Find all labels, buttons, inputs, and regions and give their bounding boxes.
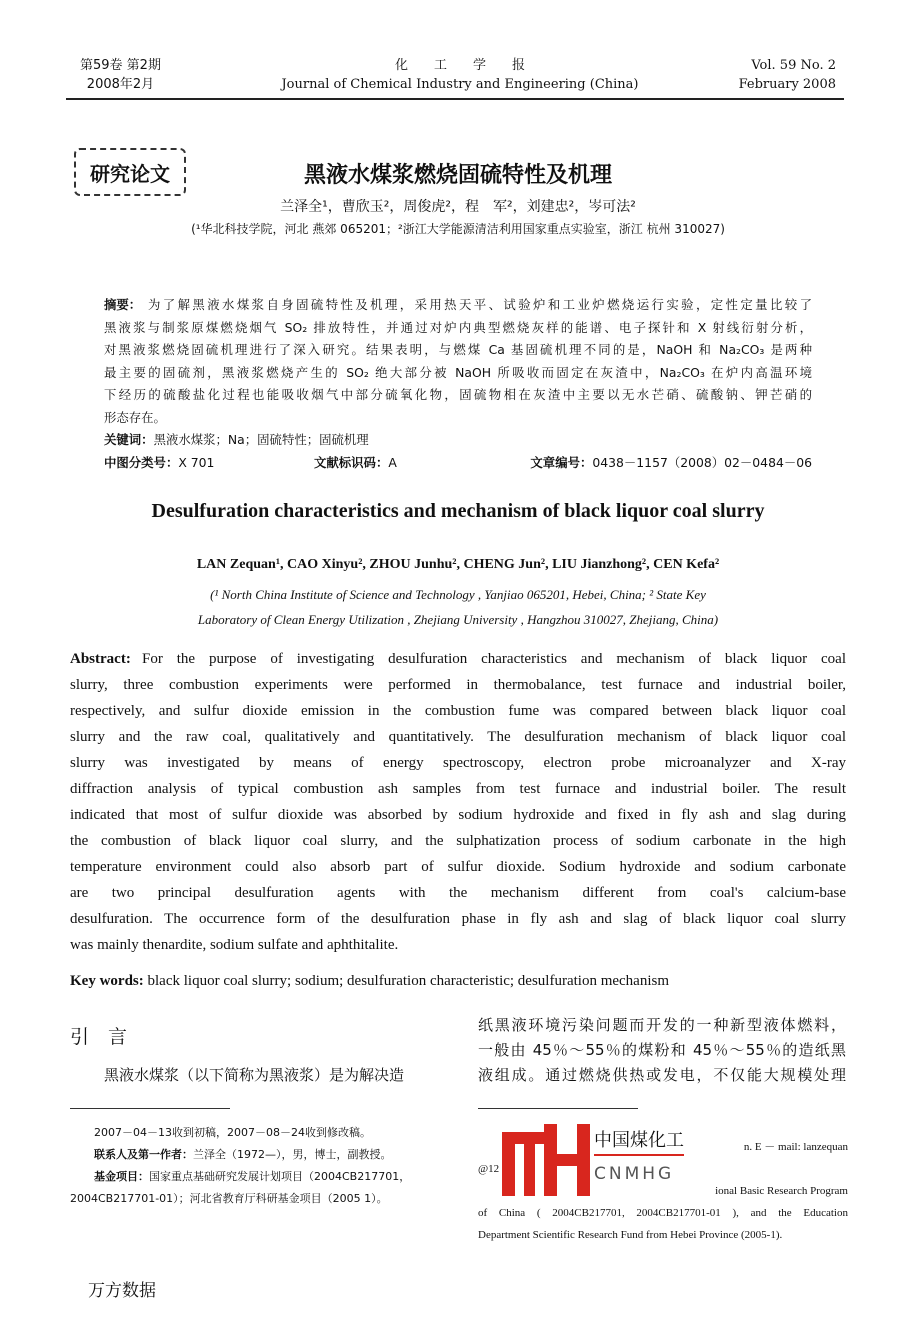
intro-heading: 引 言 xyxy=(70,1026,128,1048)
abstract-en xyxy=(70,646,846,994)
abstract-cn-line: 最主要的固硫剂，黑液浆燃烧产生的 SO₂ 绝大部分被 NaOH 所吸收而固定在灰渣中，Na₂CO₃ 在炉内高温环境 xyxy=(104,364,812,380)
journal-name-en: Journal of Chemical Industry and Engineering (China) xyxy=(281,77,639,92)
abstract-cn-line: 黑液浆与制浆原煤燃烧烟气 SO₂ 排放特性，并通过对炉内典型燃烧灰样的能谱、电子探针和 X 射线衍射分析， xyxy=(104,319,812,335)
abstract-en-line: slurry was investigated by means of energy spectroscopy, electron probe microanalyzer and X-ray xyxy=(70,755,846,771)
classification-row xyxy=(104,452,812,474)
affiliation-cn: (¹华北科技学院，河北 燕郊 065201；²浙江大学能源清洁利用国家重点实验室，浙江 杭州 310027) xyxy=(191,222,725,236)
doc-code-value: A xyxy=(388,454,397,470)
intro-right-line: 纸黑液环境污染问题而开发的一种新型液体燃料， xyxy=(478,1016,846,1034)
abstract-en-line: the combustion of black liquor coal slurry, and the sulphatization process of sodium carbonate in the high xyxy=(70,833,846,849)
journal-name-cn: 化 工 学 报 xyxy=(394,58,525,73)
intro-left-line: 黑液水煤浆（以下简称为黑液浆）是为解决造 xyxy=(104,1066,405,1084)
fund-text: 国家重点基础研究发展计划项目（2004CB217701， xyxy=(149,1170,411,1183)
footnote-en-line: Department Scientific Research Fund from Hebei Province (2005-1). xyxy=(478,1229,783,1241)
received-date: 2007－04－13收到初稿，2007－08－24收到修改稿。 xyxy=(94,1126,371,1139)
keywords-cn-text: 黑液水煤浆；Na；固硫特性；固硫机理 xyxy=(153,432,369,447)
date-cn: 2008年2月 xyxy=(86,77,155,92)
footnotes-cn xyxy=(70,1122,450,1210)
intro-right-line: 一般由 45％～55％的煤粉和 45％～55％的造纸黑 xyxy=(478,1041,846,1059)
clc-label: 中图分类号： xyxy=(104,454,179,470)
footnote-en-line: n. E － mail: lanzequan xyxy=(743,1141,848,1153)
abstract-cn xyxy=(104,294,812,474)
footnote-en-line: ional Basic Research Program xyxy=(715,1185,848,1197)
volume-en xyxy=(739,56,836,94)
intro-right xyxy=(478,1013,846,1088)
abstract-en-line: are two principal desulfuration agents with the mechanism different from coal's calcium-base xyxy=(70,885,846,901)
keywords-cn-label: 关键词： xyxy=(104,432,154,447)
keywords-cn xyxy=(104,429,812,452)
abstract-cn-line: 形态存在。 xyxy=(104,409,166,425)
footnote-rule-left xyxy=(70,1108,230,1109)
footnote-en-line: @12 xyxy=(478,1163,500,1175)
abstract-en-line: slurry, three combustion experiments were performed in thermobalance, test furnace and industrial boiler, xyxy=(70,677,846,693)
keywords-en-text: black liquor coal slurry; sodium; desulfuration characteristic; desulfuration mechanism xyxy=(147,973,670,989)
abstract-en-line: slurry and the raw coal, qualitatively and quantitatively. The desulfuration mechanism of black liquor coal xyxy=(70,729,846,745)
watermark-logo xyxy=(500,1124,692,1196)
volume-issue xyxy=(80,56,161,94)
affiliation-en xyxy=(0,582,904,632)
authors-cn: 兰泽全¹，曹欣玉²，周俊虎²，程 军²，刘建忠²，岑可法² xyxy=(280,199,636,215)
affiliation-en-line: Laboratory of Clean Energy Utilization , Zhejiang University , Hangzhou 310027, Zhejiang, China) xyxy=(197,612,719,627)
fund-label: 基金项目： xyxy=(94,1170,149,1183)
abstract-cn-label: 摘要： xyxy=(104,297,142,312)
abstract-en-line: For the purpose of investigating desulfuration characteristics and mechanism of black liquor coal xyxy=(142,651,846,667)
abstract-en-line: diffraction analysis of typical combustion ash samples from test furnace and industrial boiler. The result xyxy=(70,781,846,797)
abstract-en-line: respectively, and sulfur dioxide emission in the combustion fume was compared between black liquor coal xyxy=(70,703,846,719)
abstract-cn-line: 对黑液浆燃烧固硫机理进行了深入研究。结果表明，与燃煤 Ca 基固硫机理不同的是，NaOH 和 Na₂CO₃ 是两种 xyxy=(104,342,812,357)
abstract-en-line: indicated that most of sulfur dioxide was absorbed by sodium hydroxide and fixed in fly ash and slag during xyxy=(70,807,846,823)
doc-code-label: 文献标识码： xyxy=(314,454,389,470)
affiliation-en-line: (¹ North China Institute of Science and Technology , Yanjiao 065201, Hebei, China; ² State Key xyxy=(210,587,706,602)
fund-text-cont: 2004CB217701-01）；河北省教育厅科研基金项目（2005 1）。 xyxy=(70,1192,388,1205)
footnote-rule-right xyxy=(478,1108,638,1109)
contact-label: 联系人及第一作者： xyxy=(94,1148,193,1161)
contact-text: 兰泽全（1972—），男，博士，副教授。 xyxy=(193,1148,392,1161)
article-no-label: 文章编号： xyxy=(530,454,593,470)
footer-source: 万方数据 xyxy=(88,1281,156,1301)
volume-text: 第59卷 第2期 xyxy=(80,58,161,73)
journal-name xyxy=(260,56,660,94)
mh-logo-icon xyxy=(500,1124,592,1196)
intro-right-line: 液组成。通过燃烧供热或发电，不仅能大规模处理 xyxy=(478,1066,846,1084)
abstract-cn-line: 下经历的硫酸盐化过程也能吸收烟气中部分硫氧化物，固硫物相在灰渣中主要以无水芒硝、硫酸钠、钾芒硝的 xyxy=(104,387,812,402)
abstract-en-label: Abstract: xyxy=(70,651,131,667)
title-cn: 黑液水煤浆燃烧固硫特性及机理 xyxy=(303,163,612,188)
header-rule xyxy=(66,98,844,100)
abstract-en-line: desulfuration. The occurrence form of the desulfuration phase in fly ash and slag of black liquor coal slurry xyxy=(70,911,846,927)
footnote-en-line: of China ( 2004CB217701, 2004CB217701-01 ), and the Education xyxy=(478,1207,848,1219)
watermark-cn: 中国煤化工 xyxy=(594,1128,684,1156)
watermark-en: CNMHG xyxy=(594,1164,675,1184)
clc-value: X 701 xyxy=(178,454,215,470)
authors-en: LAN Zequan¹, CAO Xinyu², ZHOU Junhu², CHENG Jun², LIU Jianzhong², CEN Kefa² xyxy=(196,557,720,572)
abstract-cn-line: 为了解黑液水煤浆自身固硫特性及机理，采用热天平、试验炉和工业炉燃烧运行实验，定性定量比较了 xyxy=(148,297,812,312)
date-en: February 2008 xyxy=(738,77,836,92)
keywords-en xyxy=(70,968,846,994)
abstract-en-line: temperature environment could also absorb part of sulfur dioxide. Sodium hydroxide and sodium carbonate xyxy=(70,859,846,875)
section-badge: 研究论文 xyxy=(74,148,186,196)
keywords-en-label: Key words: xyxy=(70,973,144,989)
article-no-value: 0438－1157（2008）02－0484－06 xyxy=(592,454,812,470)
volume-en-text: Vol. 59 No. 2 xyxy=(751,58,836,73)
title-en: Desulfuration characteristics and mechanism of black liquor coal slurry xyxy=(151,500,765,522)
abstract-en-line: was mainly thenardite, sodium sulfate and aphthitalite. xyxy=(70,937,399,953)
